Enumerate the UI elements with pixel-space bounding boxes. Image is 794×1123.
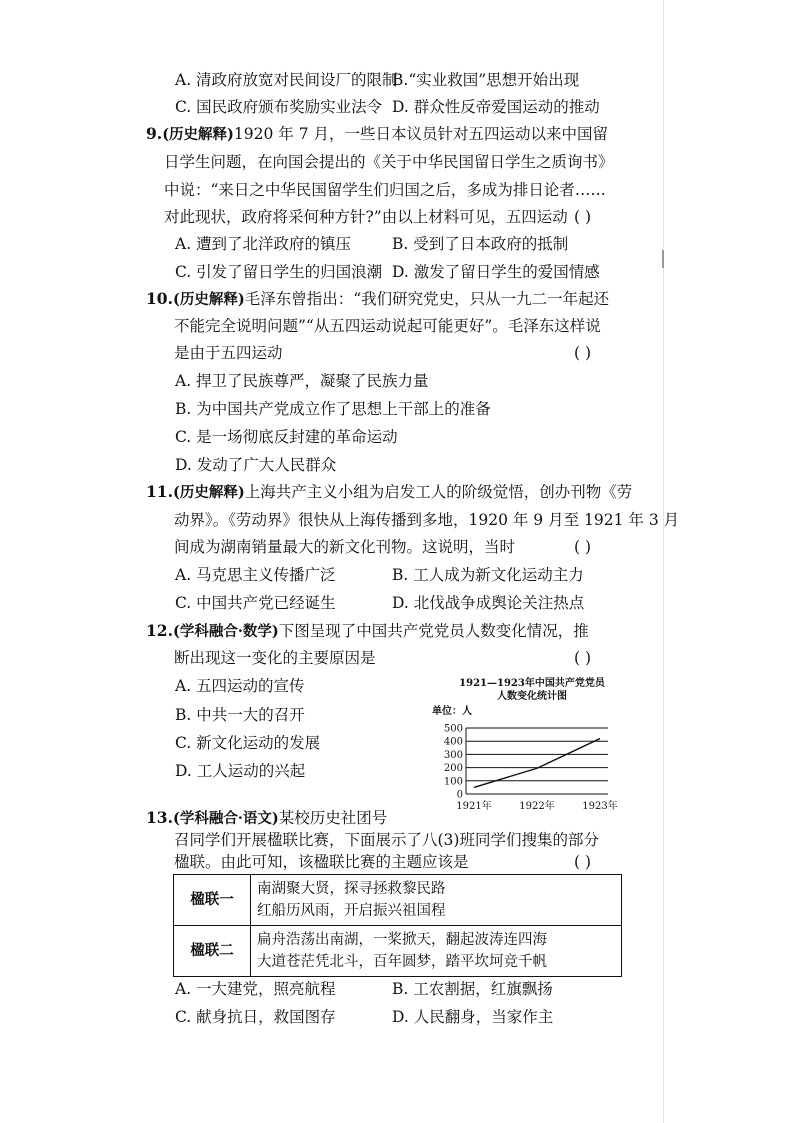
chart-x-tick-label: 1922年	[519, 801, 555, 812]
q13-option-c: C. 献身抗日，救国图存	[175, 1008, 336, 1026]
couplet-row-2	[174, 926, 622, 977]
q13-number: 13.	[146, 808, 173, 827]
couplets-table	[173, 874, 622, 977]
chart-series-line	[474, 739, 600, 788]
q12-option-a: A. 五四运动的宣传	[175, 677, 305, 695]
couplet-1-label: 楹联一	[174, 875, 251, 926]
q9-text-1: 1920 年 7 月，一些日本议员针对五四运动以来中国留	[233, 125, 609, 143]
q9-option-c: C. 引发了留日学生的归国浪潮	[175, 263, 383, 281]
q9-stem-line-3: 中说：“来日之中华民国留学生们归国之后，多成为排日论者……	[164, 181, 606, 199]
q11-option-a: A. 马克思主义传播广泛	[175, 566, 336, 584]
chart-title-line-1: 1921—1923年中国共产党党员	[459, 678, 605, 689]
chart-y-tick-label: 100	[443, 776, 463, 788]
prev-option-d: D. 群众性反帝爱国运动的推动	[392, 98, 600, 116]
q9-tag: (历史解释)	[162, 126, 234, 143]
q13-stem-line-1	[146, 808, 387, 829]
q10-stem-line-3: 是由于五四运动	[174, 344, 283, 362]
couplet-row-1	[174, 875, 622, 926]
q13-option-b: B. 工农割据，红旗飘扬	[392, 980, 553, 998]
q12-text-1: 下图呈现了中国共产党党员人数变化情况，推	[278, 622, 589, 640]
q11-number: 11.	[146, 482, 173, 501]
q12-option-b: B. 中共一大的召开	[175, 706, 305, 724]
chart-y-tick-label: 400	[443, 736, 463, 748]
chart-unit-label: 单位：人	[432, 706, 472, 717]
q10-answer-blank: ( )	[574, 344, 592, 362]
page-edge	[663, 0, 664, 1123]
couplet-2-label: 楹联二	[174, 926, 251, 977]
q11-text-1: 上海共产主义小组为启发工人的阶级觉悟，创办刊物《劳	[244, 483, 633, 501]
q13-answer-blank: ( )	[574, 853, 592, 871]
scan-mark	[662, 250, 664, 268]
couplet-1-text	[251, 875, 622, 926]
q10-option-b: B. 为中国共产党成立作了思想上干部上的准备	[175, 400, 491, 418]
chart-title-line-2: 人数变化统计图	[497, 691, 567, 702]
q10-option-d: D. 发动了广大人民群众	[175, 456, 337, 474]
q9-number: 9.	[146, 124, 163, 143]
q10-tag: (历史解释)	[172, 291, 245, 308]
q10-text-1: 毛泽东曾指出：“我们研究党史，只从一九二一年起还	[244, 290, 610, 308]
q9-stem-line-4: 对此现状，政府将采何种方针?”由以上材料可见，五四运动	[164, 208, 568, 226]
chart-y-tick-label: 0	[456, 789, 463, 801]
q11-stem-line-2: 动界》。《劳动界》很快从上海传播到多地，1920 年 9 月至 1921 年 3 月	[174, 511, 680, 529]
q10-option-c: C. 是一场彻底反封建的革命运动	[175, 428, 398, 446]
q12-option-c: C. 新文化运动的发展	[175, 734, 321, 752]
q12-stem-line-2: 断出现这一变化的主要原因是	[174, 649, 376, 667]
chart-x-tick-label: 1923年	[582, 801, 618, 812]
couplet-2-upper: 扁舟浩荡出南湖，一桨掀天，翻起波涛连四海	[257, 932, 547, 948]
q11-answer-blank: ( )	[574, 538, 592, 556]
q11-option-c: C. 中国共产党已经诞生	[175, 594, 336, 612]
q10-option-a: A. 捍卫了民族尊严，凝聚了民族力量	[175, 372, 429, 390]
couplet-1-upper: 南湖聚大贤，探寻拯救黎民路	[257, 881, 446, 897]
q12-tag: (学科融合·数学)	[172, 623, 279, 640]
q12-answer-blank: ( )	[574, 649, 592, 667]
q9-option-b: B. 受到了日本政府的抵制	[392, 235, 569, 253]
couplet-1-lower: 红船历风雨，开启振兴祖国程	[257, 903, 446, 919]
q10-stem-line-1	[146, 289, 609, 310]
q12-number: 12.	[146, 621, 173, 640]
chart-x-tick-label: 1921年	[456, 801, 492, 812]
q11-option-d: D. 北伐战争成舆论关注热点	[392, 594, 585, 612]
q13-text-1: 某校历史社团号	[278, 809, 388, 827]
q10-number: 10.	[146, 289, 173, 308]
q12-option-d: D. 工人运动的兴起	[175, 762, 306, 780]
q9-option-a: A. 遭到了北洋政府的镇压	[175, 235, 352, 253]
q9-answer-blank: ( )	[574, 208, 592, 226]
party-member-line-chart	[432, 676, 632, 816]
q9-option-d: D. 激发了留日学生的爱国情感	[392, 263, 600, 281]
prev-option-c: C. 国民政府颁布奖励实业法令	[175, 98, 383, 116]
q13-option-d: D. 人民翻身，当家作主	[392, 1008, 554, 1026]
couplet-2-text	[251, 926, 622, 977]
q11-option-b: B. 工人成为新文化运动主力	[392, 566, 584, 584]
q13-stem-line-3: 楹联。由此可知，该楹联比赛的主题应该是	[174, 853, 469, 871]
chart-y-tick-label: 500	[443, 723, 463, 735]
chart-y-tick-label: 300	[443, 749, 463, 761]
q11-stem-line-1	[146, 482, 632, 503]
prev-option-a: A. 清政府放宽对民间设厂的限制	[175, 71, 398, 89]
q11-stem-line-3: 间成为湖南销量最大的新文化刊物。这说明，当时	[174, 538, 516, 556]
q9-stem-line-1	[146, 124, 608, 145]
q9-stem-line-2: 日学生问题，在向国会提出的《关于中华民国留日学生之质询书》	[164, 153, 614, 171]
q13-stem-line-2: 召同学们开展楹联比赛，下面展示了八(3)班同学们搜集的部分	[174, 831, 599, 849]
prev-option-b: B.“实业救国”思想开始出现	[392, 71, 580, 89]
q13-option-a: A. 一大建党，照亮航程	[175, 980, 336, 998]
q12-stem-line-1	[146, 621, 589, 642]
q13-tag: (学科融合·语文)	[172, 810, 279, 827]
q11-tag: (历史解释)	[172, 484, 245, 501]
couplet-2-lower: 大道苍茫凭北斗，百年圆梦，踏平坎坷竞千帆	[257, 954, 547, 970]
chart-y-tick-label: 200	[443, 763, 463, 775]
q10-stem-line-2: 不能完全说明问题”“从五四运动说起可能更好”。毛泽东这样说	[174, 317, 601, 335]
